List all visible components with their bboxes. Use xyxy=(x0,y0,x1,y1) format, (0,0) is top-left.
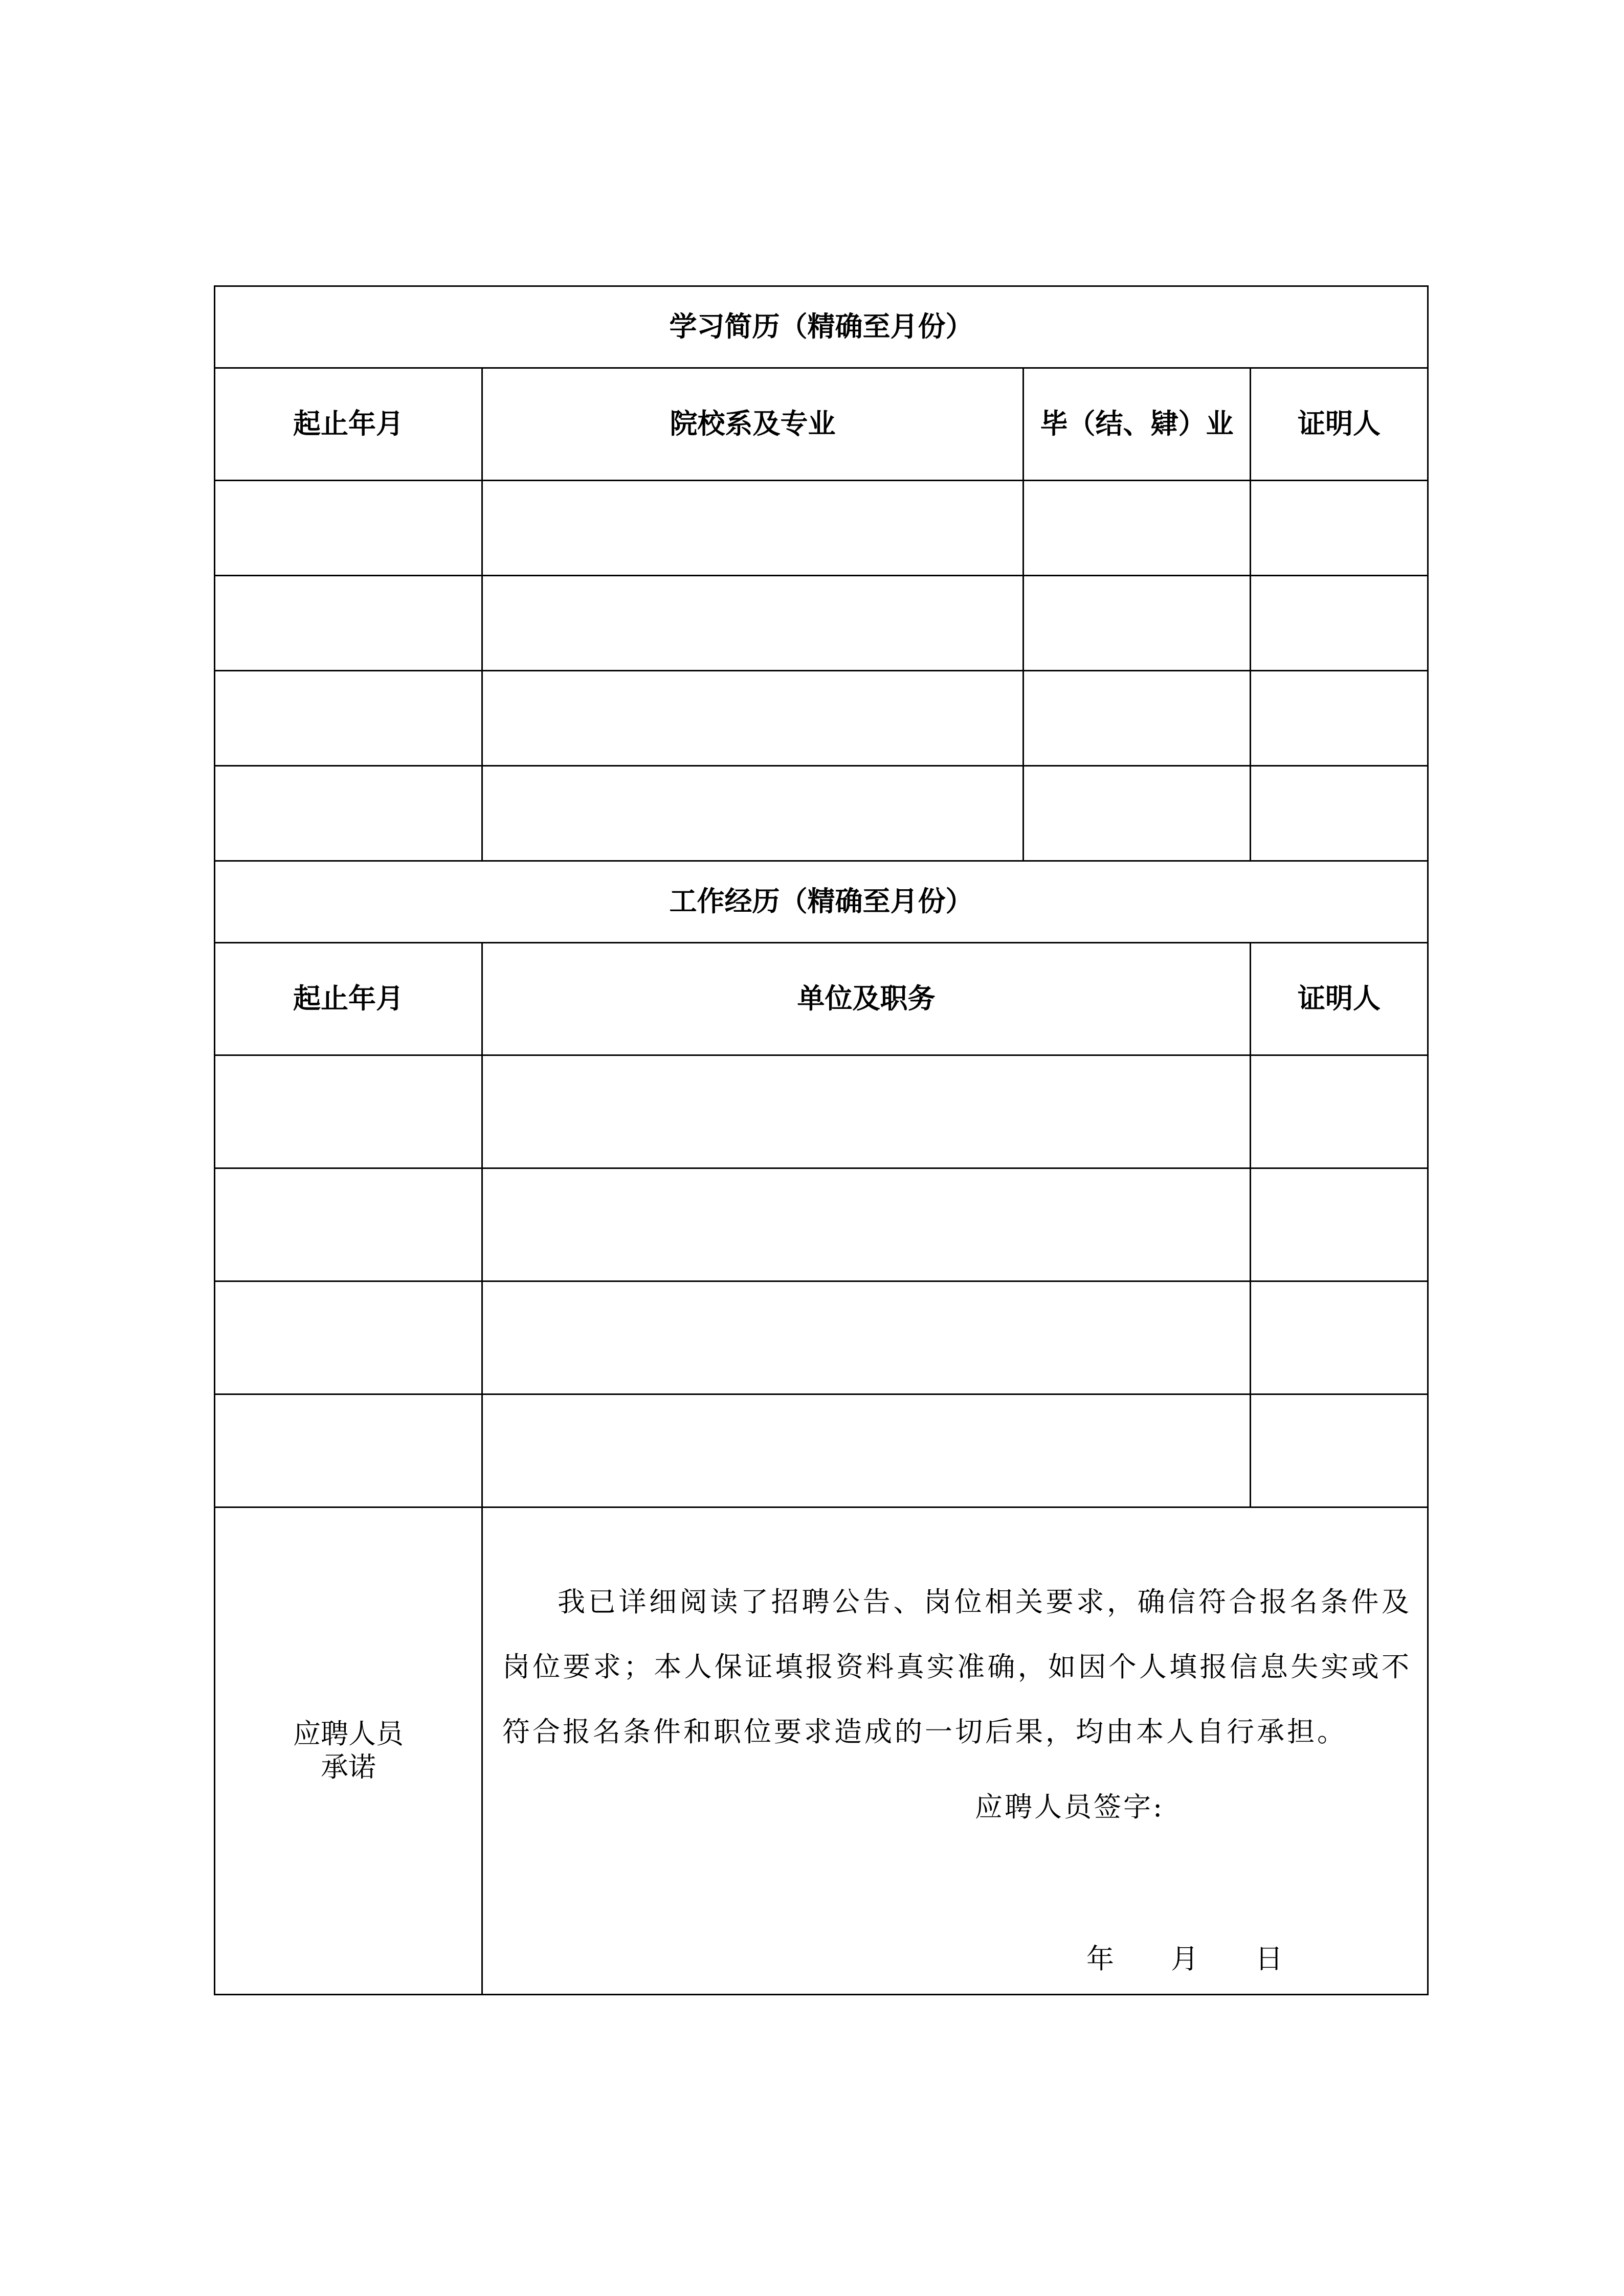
education-row xyxy=(215,766,1428,861)
education-status-cell[interactable] xyxy=(1024,766,1251,861)
education-reference-cell[interactable] xyxy=(1251,576,1428,671)
work-employer-cell[interactable] xyxy=(482,1394,1251,1507)
work-reference-cell[interactable] xyxy=(1251,1168,1428,1281)
pledge-statement: 我已详细阅读了招聘公告、岗位相关要求，确信符合报名条件及岗位要求；本人保证填报资料真实准确，如因个人填报信息失实或不符合报名条件和职位要求造成的一切后果，均由本人自行承担。 xyxy=(502,1586,1412,1748)
work-employer-cell[interactable] xyxy=(482,1281,1251,1394)
education-row xyxy=(215,576,1428,671)
pledge-label-cell xyxy=(215,1507,482,1995)
education-school-cell[interactable] xyxy=(482,576,1024,671)
education-header-school-major: 院校系及专业 xyxy=(482,368,1024,481)
work-reference-cell[interactable] xyxy=(1251,1394,1428,1507)
work-header-employer-position: 单位及职务 xyxy=(482,943,1251,1055)
work-reference-cell[interactable] xyxy=(1251,1281,1428,1394)
education-status-cell[interactable] xyxy=(1024,481,1251,576)
date-year-label: 年 xyxy=(1086,1943,1114,1975)
education-school-cell[interactable] xyxy=(482,481,1024,576)
work-period-cell[interactable] xyxy=(215,1281,482,1394)
education-school-cell[interactable] xyxy=(482,766,1024,861)
signature-label: 应聘人员签字: xyxy=(975,1791,1165,1823)
education-period-cell[interactable] xyxy=(215,671,482,766)
education-header-period: 起止年月 xyxy=(215,368,482,481)
work-period-cell[interactable] xyxy=(215,1055,482,1168)
education-period-cell[interactable] xyxy=(215,576,482,671)
work-header-row xyxy=(215,943,1428,1055)
work-row xyxy=(215,1394,1428,1507)
work-row xyxy=(215,1281,1428,1394)
work-employer-cell[interactable] xyxy=(482,1168,1251,1281)
education-period-cell[interactable] xyxy=(215,766,482,861)
pledge-label-line2: 承诺 xyxy=(321,1751,376,1783)
education-reference-cell[interactable] xyxy=(1251,481,1428,576)
pledge-label-line1: 应聘人员 xyxy=(293,1718,404,1750)
application-form-table xyxy=(214,285,1429,1995)
education-header-graduation-status: 毕（结、肄）业 xyxy=(1024,368,1251,481)
work-period-cell[interactable] xyxy=(215,1394,482,1507)
work-header-reference: 证明人 xyxy=(1251,943,1428,1055)
education-period-cell[interactable] xyxy=(215,481,482,576)
education-reference-cell[interactable] xyxy=(1251,766,1428,861)
pledge-content-cell xyxy=(482,1507,1428,1995)
date-day-label: 日 xyxy=(1255,1943,1283,1975)
date-month-label: 月 xyxy=(1171,1943,1198,1975)
pledge-row xyxy=(215,1507,1428,1995)
work-row xyxy=(215,1055,1428,1168)
education-section-title: 学习简历（精确至月份） xyxy=(215,286,1428,368)
education-status-cell[interactable] xyxy=(1024,576,1251,671)
education-row xyxy=(215,481,1428,576)
education-header-row xyxy=(215,368,1428,481)
education-row xyxy=(215,671,1428,766)
work-period-cell[interactable] xyxy=(215,1168,482,1281)
education-school-cell[interactable] xyxy=(482,671,1024,766)
work-reference-cell[interactable] xyxy=(1251,1055,1428,1168)
work-section-row xyxy=(215,861,1428,943)
work-employer-cell[interactable] xyxy=(482,1055,1251,1168)
education-section-row xyxy=(215,286,1428,368)
education-status-cell[interactable] xyxy=(1024,671,1251,766)
education-reference-cell[interactable] xyxy=(1251,671,1428,766)
work-header-period: 起止年月 xyxy=(215,943,482,1055)
education-header-reference: 证明人 xyxy=(1251,368,1428,481)
work-row xyxy=(215,1168,1428,1281)
work-section-title: 工作经历（精确至月份） xyxy=(215,861,1428,943)
